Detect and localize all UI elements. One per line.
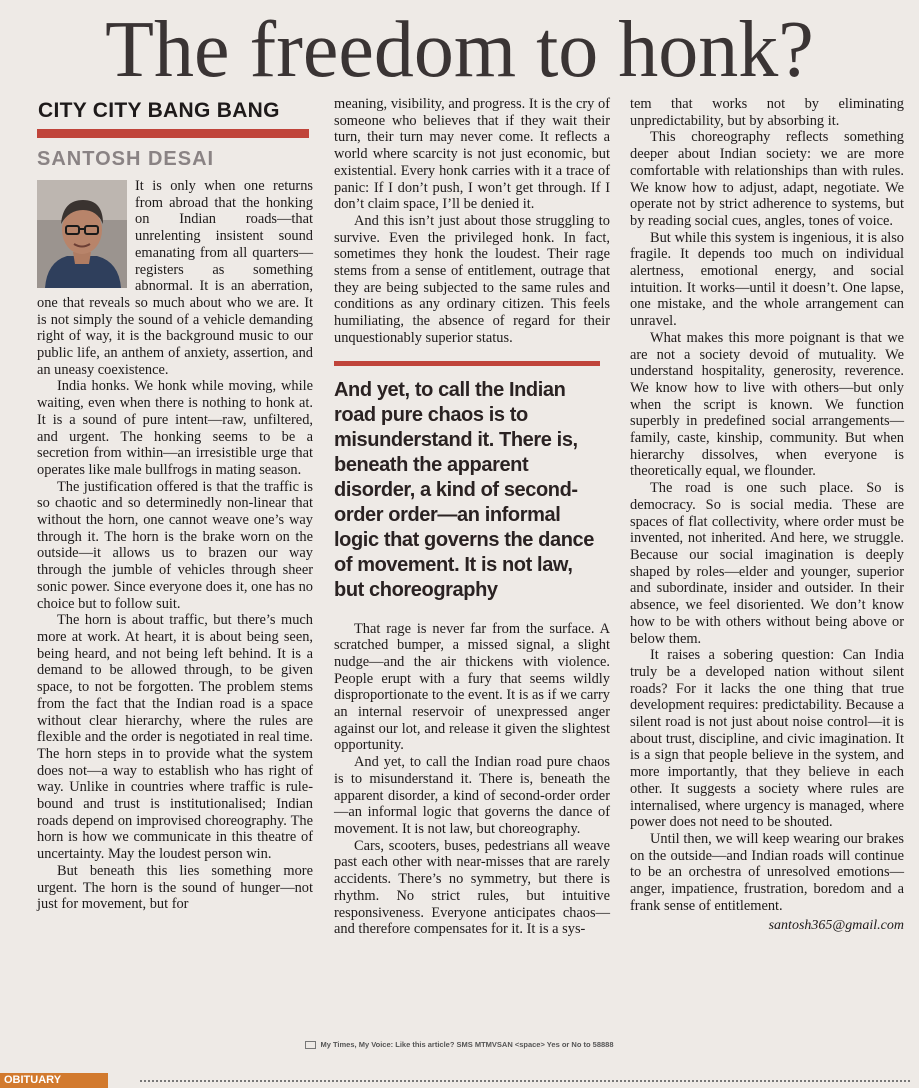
paragraph: What makes this more poignant is that we are not a society devoid of mutuality. We understand hospitality, generosity, reverence. We know how to live with others—but only when the script is known. We function superbly in predefined social arrangements—family, caste, kinship, community. But when hierarchy dissolves, when everyone is theoretically equal, we flounder. — [630, 329, 904, 480]
paragraph: Until then, we will keep wearing our brakes on the outside—and Indian roads will continue to be an orchestra of unresolved emotions—anger, impatience, frustration, boredom and a frank sense of entitlement. — [630, 830, 904, 914]
column-1 — [37, 96, 313, 913]
author-email: santosh365@gmail.com — [768, 918, 904, 934]
paragraph: This choreography reflects something deeper about Indian society: we are more comfortable with relationships than with rules. We know how to adjust, adapt, negotiate. We operate not by strict adherence to systems, but by reading social cues, angles, tones of voice. — [630, 129, 904, 229]
paragraph: It is only when one returns from abroad that the honking on Indian roads—that unrelenting insistent sound emanating from all quarters—registers as something abnormal. It is an aberration, one that reveals so much about who we are. It is not simply the sound of a vehicle demanding right of way, it is the background music to our public life, an anthem of anxiety, assertion, and an uneasy coexistence. — [37, 178, 313, 378]
paragraph: tem that works not by eliminating unpredictability, but by absorbing it. — [630, 96, 904, 129]
paragraph: The road is one such place. So is democracy. So is social media. These are spaces of flat collectivity, where order must be invented, not inherited. And here, we struggle. Because our social imagination is deeply shaped by roles—elder and younger, superior and subordinate, insider and outsider. In their absence, we feel disoriented. We don’t know how to be with others without being above or below them. — [630, 480, 904, 647]
column-2 — [334, 96, 610, 938]
paragraph: The horn is about traffic, but there’s much more at work. At heart, it is about being seen, being heard, and not being left behind. It is a demand to be allowed through, to be given space, to not be forgotten. The problem stems from the fact that the Indian road is a space without clear hierarchy, where the rules are flexible and the order is negotiated in real time. The horn steps in to provide what the system does not—a way to establish who has right of way. Unlike in countries where traffic is rule-bound and trust is institutionalised; Indian roads depend on improvised choreography. The horn is how we communicate in this theatre of uncertainty. May the loudest person win. — [37, 612, 313, 863]
pull-quote: And yet, to call the Indian road pure chaos is to misunderstand it. There is, beneath the apparent disorder, a kind of second-order order—an informal logic that governs the dance of movement. It is not law, but choreography — [334, 378, 594, 601]
paragraph: The justification offered is that the traffic is so chaotic and so determinedly non-linear that without the horn, one cannot weave one’s way through it. The horn is the brake worn on the outside—it allows us to brazen our way through the jumble of vehicles through sheer sonic power. Since everyone does it, one has no choice but to follow suit. — [37, 478, 313, 612]
column-3 — [630, 96, 904, 934]
footer-note — [0, 1040, 919, 1049]
paragraph: It raises a sobering question: Can India truly be a developed nation without silent roads? For it lacks the one thing that true development requires: predictability. Because a silent road is not just about noise control—it is about trust, discipline, and civic imagination. It is a sign that people believe in the system, and more importantly, that they believe in each other. It suggests a society where rules are internalised, where urgency is managed, where power does not need to be shouted. — [630, 647, 904, 831]
column-name: CITY CITY BANG BANG — [38, 99, 280, 122]
author-photo — [37, 180, 127, 288]
obituary-label: OBITUARY — [0, 1073, 108, 1088]
sms-icon — [305, 1041, 316, 1049]
dotted-rule — [140, 1080, 910, 1084]
author-byline: SANTOSH DESAI — [37, 148, 215, 170]
paragraph: That rage is never far from the surface. A scratched bumper, a missed signal, a slight nudge—and the air thickens with violence. People erupt with a fury that seems wildly disproportionate to the event. It is as if we carry an internal reservoir of unexpressed anger against our lot, and release it given the slightest opportunity. — [334, 620, 610, 754]
footer-text: My Times, My Voice: Like this article? SMS MTMVSAN <space> Yes or No to 58888 — [320, 1040, 614, 1049]
paragraph: But while this system is ingenious, it is also fragile. It depends too much on individual alertness, emotional energy, and social intuition. It works—until it doesn’t. One lapse, one mistake, and the whole arrangement can unravel. — [630, 229, 904, 330]
red-divider — [37, 129, 309, 138]
pull-quote-rule — [334, 361, 600, 366]
paragraph: meaning, visibility, and progress. It is the cry of someone who believes that if they wait their turn, their turn may never come. It reflects a world where scarcity is not just economic, but existential. Every honk carries with it a trace of panic: If I don’t push, I won’t get through. If I don’t claim space, I’ll be denied it. — [334, 96, 610, 213]
paragraph: And yet, to call the Indian road pure chaos is to misunderstand it. There is, beneath the apparent disorder, a kind of second-order order—an informal logic that governs the dance of movement. It is not law, but choreography. — [334, 754, 610, 837]
paragraph: But beneath this lies something more urgent. The horn is the sound of hunger—not just for movement, but for — [37, 862, 313, 913]
paragraph: India honks. We honk while moving, while waiting, even when there is nothing to honk at. It is a sound of pure intent—raw, unfiltered, and urgent. The honking seems to be a secretion from within—an irresistible urge that operates like male bullfrogs in mating season. — [37, 378, 313, 478]
author-portrait-icon — [37, 180, 127, 288]
page-title: The freedom to honk? — [105, 6, 814, 94]
paragraph: Cars, scooters, buses, pedestrians all weave past each other with near-misses that are rarely accidents. There’s no symmetry, but there is rhythm. No strict rules, but intuitive responsiveness. Everyone anticipates chaos—and therefore compensates for it. It is a sys- — [334, 837, 610, 938]
paragraph: And this isn’t just about those struggling to survive. Even the privileged honk. In fact, sometimes they honk the loudest. Their rage stems from a sense of entitlement, outrage that they are being subjected to the same rules and conditions as any ordinary citizen. This feels humiliating, the absence of regard for their unquestionably superior status. — [334, 212, 610, 346]
